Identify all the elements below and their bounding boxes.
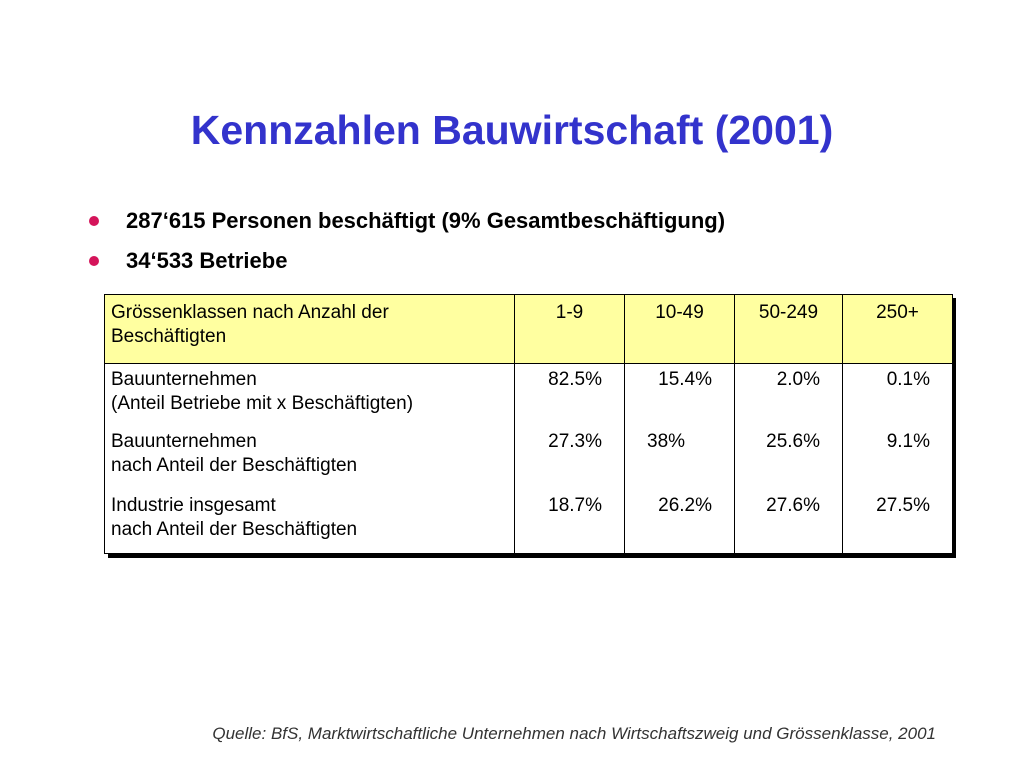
size-class-table — [104, 294, 953, 554]
bullet-text: 287‘615 Personen beschäftigt (9% Gesamtbeschäftigung) — [126, 208, 726, 233]
table-cell: 25.6% — [735, 426, 843, 490]
table-cell: 27.6% — [735, 490, 843, 554]
table-cell: 18.7% — [515, 490, 625, 554]
slide-title: Kennzahlen Bauwirtschaft (2001) — [190, 107, 834, 153]
table-row — [105, 364, 953, 426]
row-label: Bauunternehmen (Anteil Betriebe mit x Beschäftigten) — [105, 364, 515, 426]
row-label: Bauunternehmen nach Anteil der Beschäftigten — [105, 426, 515, 490]
row-label: Industrie insgesamt nach Anteil der Beschäftigten — [105, 490, 515, 554]
table-cell: 38% — [625, 426, 735, 490]
table-row — [105, 426, 953, 490]
table-header-cell: 50-249 — [735, 295, 843, 364]
bullet-item-employees — [84, 201, 725, 241]
table-cell: 15.4% — [625, 364, 735, 426]
table-cell: 82.5% — [515, 364, 625, 426]
table-cell: 27.3% — [515, 426, 625, 490]
bullet-dot-icon — [89, 216, 99, 226]
table-cell: 2.0% — [735, 364, 843, 426]
table-cell: 27.5% — [843, 490, 953, 554]
bullet-text: 34‘533 Betriebe — [126, 248, 288, 273]
table-container — [104, 294, 952, 554]
table-header-cell: 250+ — [843, 295, 953, 364]
table-cell: 9.1% — [843, 426, 953, 490]
source-note: Quelle: BfS, Marktwirtschaftliche Unternehmen nach Wirtschaftszweig und Grössenklasse, 2001 — [212, 724, 936, 743]
table-row — [105, 490, 953, 554]
table-header-row — [105, 295, 953, 364]
table-cell: 26.2% — [625, 490, 735, 554]
bullet-dot-icon — [89, 256, 99, 266]
bullet-item-companies — [84, 241, 725, 281]
table-header-cell: 10-49 — [625, 295, 735, 364]
table-cell: 0.1% — [843, 364, 953, 426]
bullet-list — [84, 201, 725, 281]
table-header-label: Grössenklassen nach Anzahl der Beschäftigten — [105, 295, 515, 364]
table-header-cell: 1-9 — [515, 295, 625, 364]
